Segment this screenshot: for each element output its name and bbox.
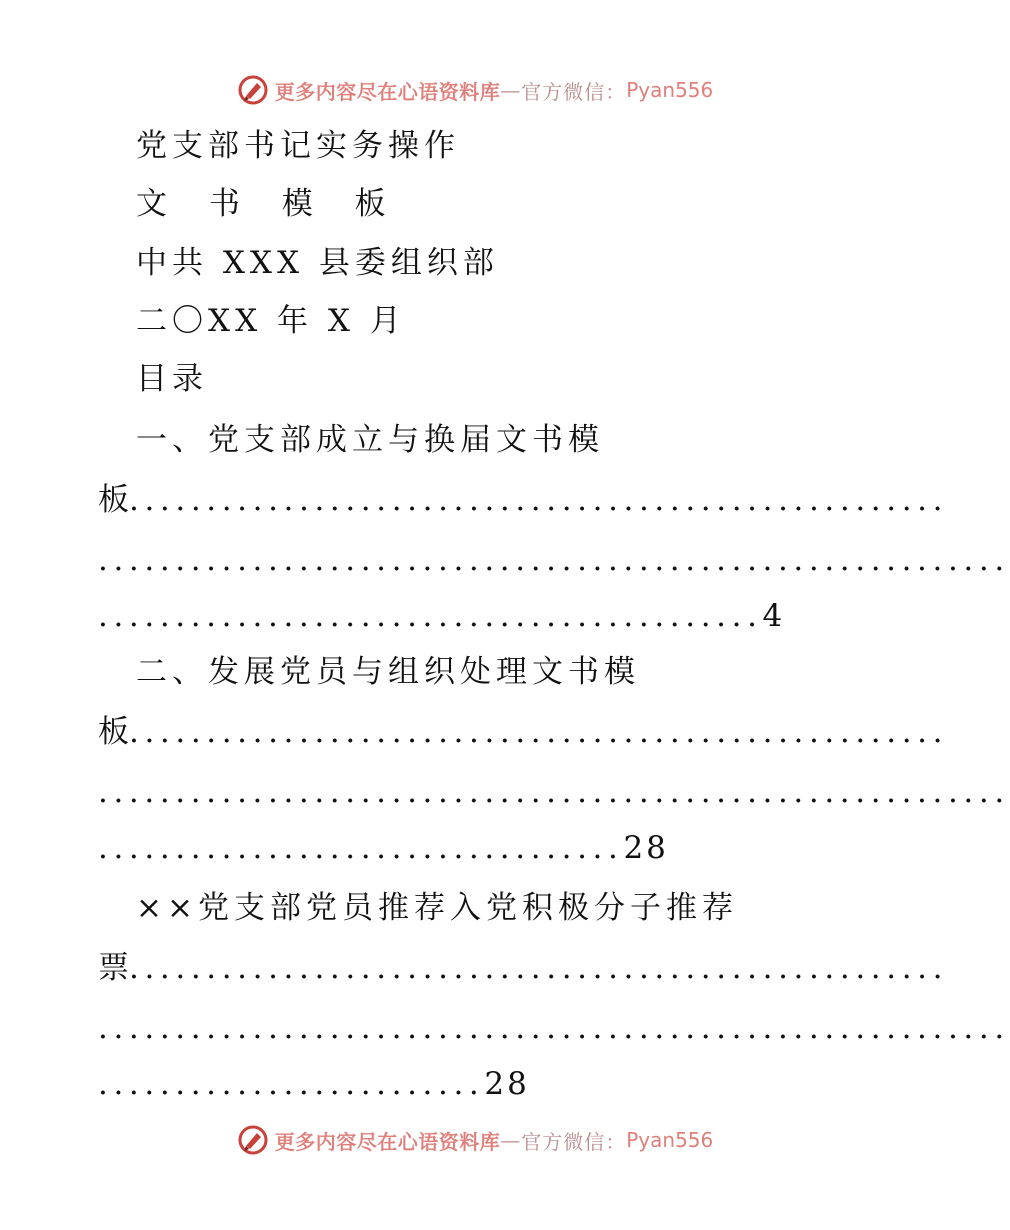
toc-entry-1-leader-line-2: ...........................................................: [98, 542, 1010, 578]
toc-entry-1-title-tail: 板: [98, 482, 129, 518]
toc-entry-1-leader-line-1: 板.....................................................: [98, 482, 949, 518]
toc-entry-1-title: 一、党支部成立与换届文书模: [136, 422, 604, 458]
banner-wechat-label: 官方微信：: [521, 79, 627, 104]
toc-entry-1-page: 4: [762, 598, 786, 634]
toc-entry-3-title-tail: 票: [98, 950, 129, 986]
banner-dash: —: [500, 78, 522, 102]
toc-entry-2-title-tail: 板: [98, 714, 129, 750]
document-organization: 中共 XXX 县委组织部: [136, 245, 499, 281]
footer-watermark-banner: [0, 1120, 950, 1160]
toc-entry-3-title: ××党支部党员推荐入党积极分子推荐: [136, 890, 738, 926]
toc-entry-2-leader-line-2: ...........................................................: [98, 774, 1010, 810]
banner-wechat-id: Pyan556: [626, 78, 714, 102]
toc-entry-1-leader-line-3: ...........................................4: [98, 598, 786, 634]
header-watermark-banner: [0, 70, 950, 110]
document-subtitle: 文 书 模 板: [136, 186, 402, 222]
toc-entry-3-page: 28: [484, 1066, 530, 1102]
banner-promo-text: 更多内容尽在心语资料库: [274, 79, 501, 104]
toc-entry-3-leader-line-3: .........................28: [98, 1066, 530, 1102]
banner-wechat-label: 官方微信：: [521, 1129, 627, 1154]
banner-promo-text: 更多内容尽在心语资料库: [274, 1129, 501, 1154]
toc-entry-3-leader-line-2: ...........................................................: [98, 1010, 1010, 1046]
pen-logo-icon: [237, 1124, 269, 1156]
banner-dash: —: [500, 1128, 522, 1152]
banner-wechat-id: Pyan556: [626, 1128, 714, 1152]
pen-logo-icon: [237, 74, 269, 106]
toc-entry-2-leader-line-1: 板.....................................................: [98, 714, 949, 750]
toc-entry-2-title: 二、发展党员与组织处理文书模: [136, 654, 640, 690]
toc-heading: 目录: [136, 361, 208, 397]
toc-entry-3-leader-line-1: 票.....................................................: [98, 950, 949, 986]
document-date: 二〇XX 年 X 月: [136, 303, 406, 339]
document-title: 党支部书记实务操作: [136, 128, 460, 164]
toc-entry-2-leader-line-3: ..................................28: [98, 830, 669, 866]
toc-entry-2-page: 28: [623, 830, 669, 866]
